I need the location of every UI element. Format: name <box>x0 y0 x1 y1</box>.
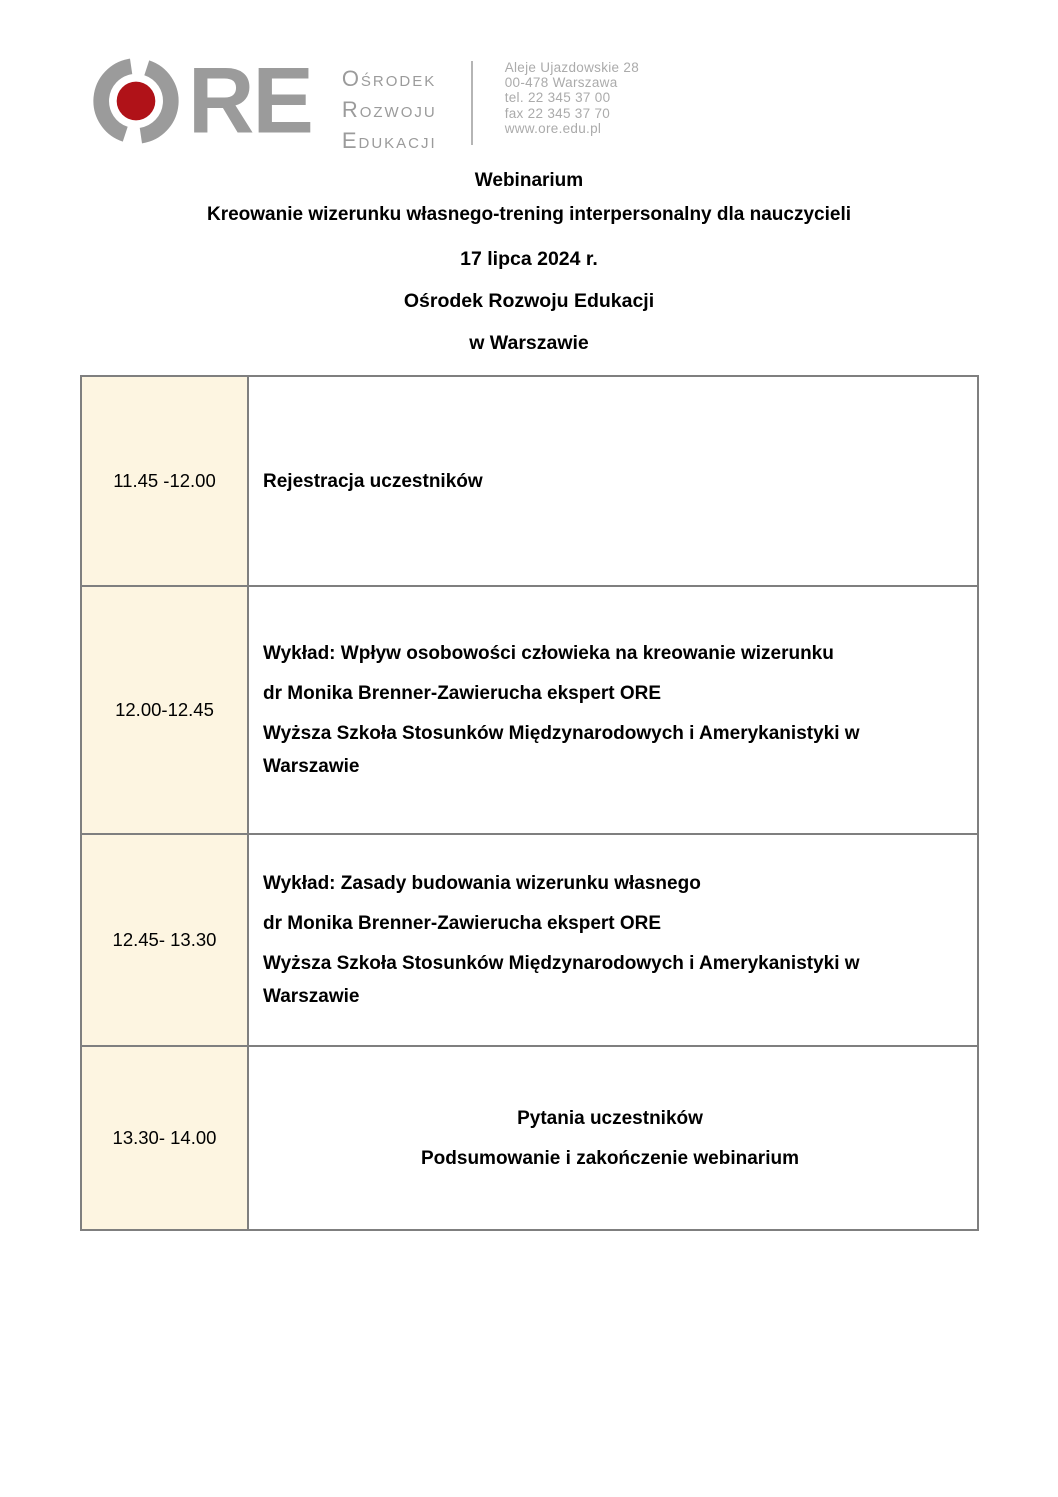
agenda-topic <box>248 834 978 1046</box>
address-line: fax 22 345 37 70 <box>504 105 611 121</box>
agenda-topic-line: Wykład: Zasady budowania wizerunku własnego <box>263 873 701 894</box>
address-line: Aleje Ujazdowskie 28 <box>504 60 640 75</box>
agenda-topic <box>248 376 978 586</box>
logo-letters: RE <box>188 48 312 154</box>
agenda-topic-line: dr Monika Brenner-Zawierucha ekspert ORE <box>263 683 662 704</box>
agenda-topic-line: Podsumowanie i zakończenie webinarium <box>421 1147 799 1169</box>
org-address <box>505 60 639 136</box>
agenda-topic-line: Wyższa Szkoła Stosunków Międzynarodowych i Amerykanistyki w Warszawie <box>263 723 860 777</box>
agenda-row <box>81 376 978 586</box>
agenda-row <box>81 1046 978 1230</box>
event-organizer: Ośrodek Rozwoju Edukacji <box>403 290 655 312</box>
agenda-time: 12.45- 13.30 <box>81 834 248 1046</box>
org-name-line: Edukacji <box>341 128 437 153</box>
ore-logo-icon <box>88 55 184 147</box>
org-name-line: Rozwoju <box>341 97 437 122</box>
agenda-row <box>81 834 978 1046</box>
address-line: 00-478 Warszawa <box>504 75 618 91</box>
event-details <box>0 249 1058 353</box>
agenda-time: 11.45 -12.00 <box>81 376 248 586</box>
document-title <box>0 164 1058 232</box>
agenda-topic <box>248 586 978 834</box>
agenda-row <box>81 586 978 834</box>
agenda-topic <box>248 1046 978 1230</box>
agenda-time: 12.00-12.45 <box>81 586 248 834</box>
org-name-line: Ośrodek <box>341 66 437 91</box>
agenda-topic-line: Rejestracja uczestników <box>263 470 483 492</box>
letterhead <box>88 48 1058 154</box>
agenda-time: 13.30- 14.00 <box>81 1046 248 1230</box>
agenda-topic-line: Wykład: Wpływ osobowości człowieka na kreowanie wizerunku <box>263 643 834 664</box>
address-line: www.ore.edu.pl <box>504 120 602 136</box>
event-type: Webinarium <box>474 170 584 191</box>
agenda-topic-line: dr Monika Brenner-Zawierucha ekspert ORE <box>263 913 662 934</box>
address-line: tel. 22 345 37 00 <box>504 90 611 106</box>
agenda-topic-line: Pytania uczestników <box>517 1107 703 1129</box>
logo-org-name <box>342 63 437 156</box>
agenda-topic-line: Wyższa Szkoła Stosunków Międzynarodowych i Amerykanistyki w Warszawie <box>263 953 860 1007</box>
event-title: Kreowanie wizerunku własnego-trening interpersonalny dla nauczycieli <box>206 204 852 225</box>
letterhead-divider <box>471 61 473 145</box>
red-dot-icon <box>117 82 156 121</box>
event-city: w Warszawie <box>469 332 589 354</box>
agenda-table <box>80 375 979 1231</box>
event-date: 17 lipca 2024 r. <box>460 248 598 270</box>
